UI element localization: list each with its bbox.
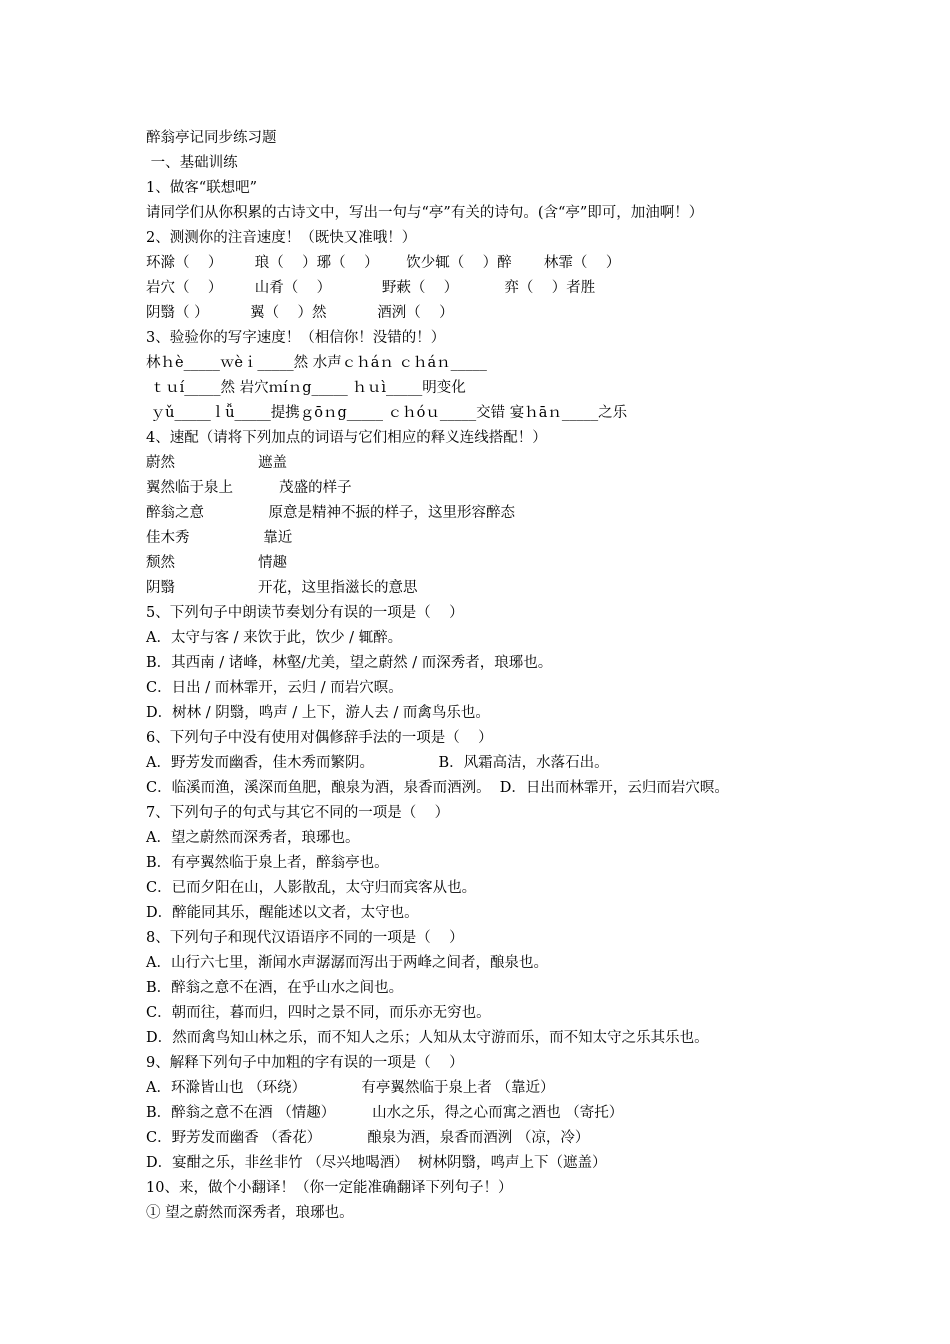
- option-line: C．朝而往，暮而归，四时之景不同，而乐亦无穷也。: [146, 1005, 491, 1021]
- question-10-heading: 10、来，做个小翻译！（你一定能准确翻译下列句子！）: [146, 1180, 513, 1196]
- question-5-heading: 5、下列句子中朗读节奏划分有误的一项是（ ）: [146, 605, 464, 621]
- option-line: A．野芳发而幽香，佳木秀而繁阴。 B．风霜高洁，水落石出。: [146, 755, 609, 771]
- option-line: A．太守与客 / 来饮于此，饮少 / 辄醉。: [146, 630, 403, 646]
- option-line: C．野芳发而幽香 （香花） 酿泉为酒，泉香而酒洌 （凉，冷）: [146, 1130, 590, 1146]
- option-line: D．树林 / 阴翳，鸣声 / 上下，游人去 / 而禽鸟乐也。: [146, 705, 490, 721]
- document-title: 醉翁亭记同步练习题: [146, 130, 277, 146]
- match-row: 翼然临于泉上 茂盛的样子: [146, 480, 352, 496]
- pinyin-row-2: 岩穴（ ） 山肴（ ） 野蔌（ ） 弈（ ）者胜: [146, 280, 596, 296]
- match-row: 佳木秀 靠近: [146, 530, 293, 546]
- question-2-heading: 2、测测你的注音速度！（既快又准哦！）: [146, 230, 417, 246]
- option-line: C．已而夕阳在山，人影散乱，太守归而宾客从也。: [146, 880, 477, 896]
- writing-row-1: 林ｈè_____ｗèｉ_____然 水声ｃｈáｎ ｃｈáｎ_____: [146, 355, 487, 371]
- question-6-heading: 6、下列句子中没有使用对偶修辞手法的一项是（ ）: [146, 730, 493, 746]
- match-row: 醉翁之意 原意是精神不振的样子，这里形容醉态: [146, 505, 516, 521]
- question-3-heading: 3、验验你的写字速度！（相信你！没错的！）: [146, 330, 446, 346]
- option-line: C．临溪而渔，溪深而鱼肥，酿泉为酒，泉香而酒洌。 D．日出而林霏开，云归而岩穴暝。: [146, 780, 729, 796]
- option-line: A．望之蔚然而深秀者，琅琊也。: [146, 830, 360, 846]
- option-line: B．醉翁之意不在酒 （情趣） 山水之乐，得之心而寓之酒也 （寄托）: [146, 1105, 624, 1121]
- question-7-heading: 7、下列句子的句式与其它不同的一项是（ ）: [146, 805, 450, 821]
- option-line: A．环滁皆山也 （环绕） 有亭翼然临于泉上者 （靠近）: [146, 1080, 555, 1096]
- document-body: [146, 126, 846, 1226]
- question-8-heading: 8、下列句子和现代汉语语序不同的一项是（ ）: [146, 930, 464, 946]
- match-row: 颓然 情趣: [146, 555, 287, 571]
- pinyin-row-1: 环滁（ ） 琅（ ）琊（ ） 饮少辄（ ）醉 林霏（ ）: [146, 255, 621, 271]
- writing-row-2: ｔｕí_____然 岩穴ｍíｎg_____ ｈｕì_____明变化: [146, 380, 466, 396]
- match-row: 蔚然 遮盖: [146, 455, 287, 471]
- translation-item: ① 望之蔚然而深秀者，琅琊也。: [146, 1205, 354, 1221]
- option-line: D．宴酣之乐，非丝非竹 （尽兴地喝酒） 树林阴翳，鸣声上下（遮盖）: [146, 1155, 607, 1171]
- option-line: B．醉翁之意不在酒，在乎山水之间也。: [146, 980, 404, 996]
- option-line: D．醉能同其乐，醒能述以文者，太守也。: [146, 905, 419, 921]
- option-line: D．然而禽鸟知山林之乐，而不知人之乐；人知从太守游而乐，而不知太守之乐其乐也。: [146, 1030, 709, 1046]
- question-4-heading: 4、速配（请将下列加点的词语与它们相应的释义连线搭配！）: [146, 430, 547, 446]
- question-9-heading: 9、解释下列句子中加粗的字有误的一项是（ ）: [146, 1055, 464, 1071]
- question-1-instruction: 请同学们从你积累的古诗文中，写出一句与“亭”有关的诗句。(含“亭”即可，加油啊！）: [146, 205, 704, 221]
- section-heading: 一、基础训练: [146, 155, 238, 171]
- option-line: B．有亭翼然临于泉上者，醉翁亭也。: [146, 855, 389, 871]
- question-1-heading: 1、做客“联想吧”: [146, 180, 258, 196]
- pinyin-row-3: 阴翳（ ） 翼（ ）然 酒洌（ ）: [146, 305, 454, 321]
- option-line: B．其西南 / 诸峰，林壑/尤美，望之蔚然 / 而深秀者，琅琊也。: [146, 655, 553, 671]
- option-line: C．日出 / 而林霏开，云归 / 而岩穴暝。: [146, 680, 403, 696]
- match-row: 阴翳 开花，这里指滋长的意思: [146, 580, 418, 596]
- option-line: A．山行六七里，渐闻水声潺潺而泻出于两峰之间者，酿泉也。: [146, 955, 548, 971]
- writing-row-3: ｙǔ_____ｌǚ_____提携ｇōｎg_____ ｃｈóｕ_____交错 宴ｈāｎ_____之乐: [146, 405, 628, 421]
